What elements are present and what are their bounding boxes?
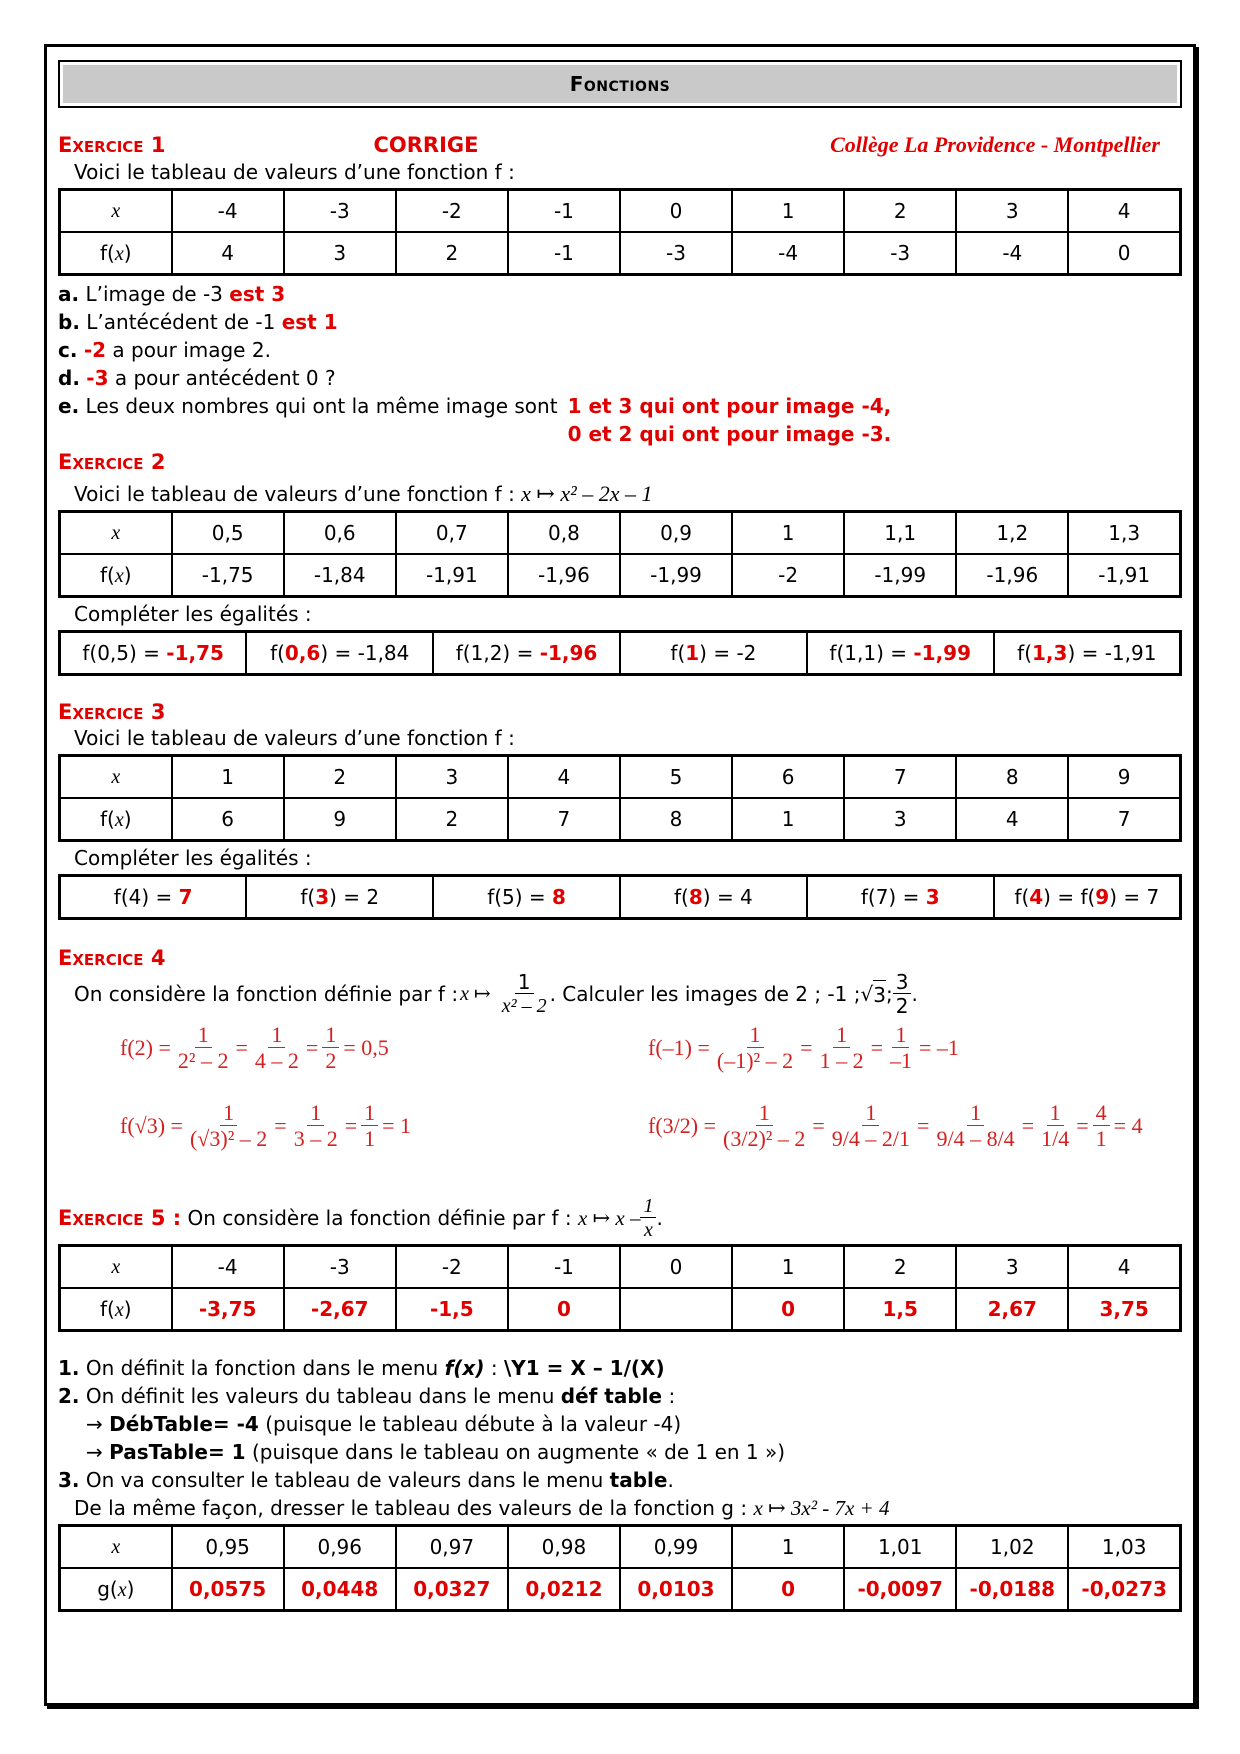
table-cell: 0,99 xyxy=(620,1526,732,1569)
table-cell: -3 xyxy=(284,1246,396,1289)
table-cell: 0 xyxy=(732,1288,844,1331)
table-cell: 8 xyxy=(956,756,1068,799)
table-row xyxy=(60,554,1181,597)
table-cell: -0,0097 xyxy=(844,1568,956,1611)
table-cell: 0 xyxy=(732,1568,844,1611)
table-cell: 2,67 xyxy=(956,1288,1068,1331)
table-cell: 9 xyxy=(1068,756,1180,799)
table-cell: -1,99 xyxy=(620,554,732,597)
table-cell: 1 xyxy=(732,190,844,233)
equality-cell: f(4) = 7 xyxy=(60,876,247,919)
table-row xyxy=(60,232,1181,275)
question-e: e. Les deux nombres qui ont la même image sont 1 et 3 qui ont pour image -4, 0 et 2 qui ont pour image -3. xyxy=(58,394,892,446)
table-cell: 5 xyxy=(620,756,732,799)
ex1-label: Exercice 1 xyxy=(58,133,166,157)
table-row xyxy=(60,756,1181,799)
table-cell: 6 xyxy=(732,756,844,799)
table-cell: 0 xyxy=(620,190,732,233)
equality-cell: f(1,2) = -1,96 xyxy=(433,632,620,675)
college-name: Collège La Providence - Montpellier xyxy=(830,132,1160,157)
table-cell: -0,0273 xyxy=(1068,1568,1180,1611)
ex4-intro: On considère la fonction définie par f : x ↦ $\frac{1}{\text{x² – 2}}$ . Calculer les images de 2 ; -1 ; √ 3 ; $\frac{3}{2}$ . xyxy=(74,970,918,1018)
table-cell: -1,91 xyxy=(396,554,508,597)
table-row xyxy=(60,1526,1181,1569)
table-cell: 1 xyxy=(732,512,844,555)
equality-cell: f(0,5) = -1,75 xyxy=(60,632,247,675)
table-cell: 0,0448 xyxy=(284,1568,396,1611)
table-cell: 6 xyxy=(172,798,284,841)
x-header: x xyxy=(60,1246,172,1289)
x-header: x xyxy=(60,512,172,555)
table-cell: 1 xyxy=(732,1526,844,1569)
x-header: x xyxy=(60,1526,172,1569)
gx-header: g(x) xyxy=(60,1568,172,1611)
table-cell: -1,75 xyxy=(172,554,284,597)
page-title: Fonctions xyxy=(569,72,671,96)
fx-header: f(x) xyxy=(60,1288,172,1331)
equality-cell: f(7) = 3 xyxy=(807,876,994,919)
table-cell: 3 xyxy=(284,232,396,275)
table-cell: -3 xyxy=(620,232,732,275)
table-row xyxy=(60,798,1181,841)
table-cell xyxy=(620,1288,732,1331)
table-cell: 0,0327 xyxy=(396,1568,508,1611)
table-cell: 1,2 xyxy=(956,512,1068,555)
table-cell: 0,6 xyxy=(284,512,396,555)
table-cell: 9 xyxy=(284,798,396,841)
table-cell: -3,75 xyxy=(172,1288,284,1331)
ex2-table xyxy=(58,510,1182,598)
ex3-label: Exercice 3 xyxy=(58,700,166,724)
table-cell: -1 xyxy=(508,1246,620,1289)
ex2-formula: x ↦ x² – 2x – 1 xyxy=(521,481,653,506)
table-cell: 3,75 xyxy=(1068,1288,1180,1331)
equality-cell: f(0,6) = -1,84 xyxy=(246,632,433,675)
fx-header: f(x) xyxy=(60,798,172,841)
solution-f-3-2: f(3/2) = $\frac{1}{\text{(3/2)² – 2}}$ = $\frac{1}{9/4 - 2/1}$ = $\frac{1}{9/4 - 8/4}$ = $\frac{1}{1/4}$ = $\frac{4}{1}$ = 4 xyxy=(648,1100,1143,1151)
table-cell: 7 xyxy=(508,798,620,841)
table-row xyxy=(60,1568,1181,1611)
question-b: b. L’antécédent de -1 est 1 xyxy=(58,310,338,334)
table-cell: -1,96 xyxy=(508,554,620,597)
equality-cell: f(1,3) = -1,91 xyxy=(994,632,1181,675)
table-cell: 2 xyxy=(396,232,508,275)
table-cell: 0 xyxy=(1068,232,1180,275)
table-cell: 1 xyxy=(732,798,844,841)
equality-cell: f(4) = f(9) = 7 xyxy=(994,876,1181,919)
fx-header: f(x) xyxy=(60,554,172,597)
question-d: d. -3 a pour antécédent 0 ? xyxy=(58,366,336,390)
table-cell: 2 xyxy=(844,1246,956,1289)
ex5-header: Exercice 5 : On considère la fonction définie par f : x ↦ x – $\frac{1}{x}$ . xyxy=(58,1195,663,1241)
table-cell: 0 xyxy=(508,1288,620,1331)
table-cell: 2 xyxy=(284,756,396,799)
g-table xyxy=(58,1524,1182,1612)
equality-cell: f(8) = 4 xyxy=(620,876,807,919)
table-cell: -1 xyxy=(508,232,620,275)
table-cell: -4 xyxy=(172,1246,284,1289)
title-bar xyxy=(58,60,1182,108)
table-cell: 0,7 xyxy=(396,512,508,555)
table-cell: 3 xyxy=(956,1246,1068,1289)
g-intro: De la même façon, dresser le tableau des valeurs de la fonction g : x ↦ 3x² - 7x + 4 xyxy=(74,1496,890,1520)
table-row xyxy=(60,1246,1181,1289)
table-row xyxy=(60,190,1181,233)
step-1: 1. On définit la fonction dans le menu f(x) : \Y1 = X – 1/(X) xyxy=(58,1356,665,1380)
ex1-header xyxy=(58,132,1182,158)
ex2-intro: Voici le tableau de valeurs d’une fonction f : x ↦ x² – 2x – 1 xyxy=(74,481,653,506)
table-cell: 3 xyxy=(956,190,1068,233)
table-cell: -4 xyxy=(172,190,284,233)
table-cell: 4 xyxy=(956,798,1068,841)
ex1-table xyxy=(58,188,1182,276)
equality-cell: f(1,1) = -1,99 xyxy=(807,632,994,675)
table-cell: 7 xyxy=(844,756,956,799)
table-cell: -3 xyxy=(844,232,956,275)
table-cell: 1 xyxy=(732,1246,844,1289)
table-cell: -0,0188 xyxy=(956,1568,1068,1611)
x-header: x xyxy=(60,190,172,233)
table-cell: -1,84 xyxy=(284,554,396,597)
ex4-label: Exercice 4 xyxy=(58,946,166,970)
solution-f-minus1: f(–1) = $\frac{1}{\text{(–1)² – 2}}$ = $\frac{1}{1 - 2}$ = $\frac{1}{-1}$ = –1 xyxy=(648,1022,959,1073)
table-cell: 3 xyxy=(396,756,508,799)
table-cell: 0,96 xyxy=(284,1526,396,1569)
x-header: x xyxy=(60,756,172,799)
table-cell: -2 xyxy=(396,1246,508,1289)
table-cell: -4 xyxy=(956,232,1068,275)
table-cell: 0,5 xyxy=(172,512,284,555)
ex3-equalities xyxy=(58,874,1182,920)
ex5-label: Exercice 5 : xyxy=(58,1206,182,1230)
step-3: 3. On va consulter le tableau de valeurs dans le menu table. xyxy=(58,1468,674,1492)
question-a: a. L’image de -3 est 3 xyxy=(58,282,286,306)
table-cell: -3 xyxy=(284,190,396,233)
ex5-table xyxy=(58,1244,1182,1332)
worksheet xyxy=(58,60,1182,1612)
ex3-table xyxy=(58,754,1182,842)
table-cell: -2 xyxy=(732,554,844,597)
table-cell: 0,9 xyxy=(620,512,732,555)
table-cell: 0,95 xyxy=(172,1526,284,1569)
table-cell: 4 xyxy=(1068,190,1180,233)
table-row xyxy=(60,512,1181,555)
equality-cell: f(5) = 8 xyxy=(433,876,620,919)
table-cell: 0 xyxy=(620,1246,732,1289)
corrige-label: CORRIGE xyxy=(373,133,479,157)
table-cell: 0,8 xyxy=(508,512,620,555)
equality-cell: f(1) = -2 xyxy=(620,632,807,675)
table-cell: 1,3 xyxy=(1068,512,1180,555)
table-cell: 4 xyxy=(172,232,284,275)
ex3-complete: Compléter les égalités : xyxy=(74,846,312,870)
table-cell: -2 xyxy=(396,190,508,233)
table-cell: -1,96 xyxy=(956,554,1068,597)
table-cell: 0,0575 xyxy=(172,1568,284,1611)
solution-f-2: f(2) = $\frac{1}{\text{2² – 2}}$ = $\frac{1}{4 - 2}$ = $\frac{1}{2}$ = 0,5 xyxy=(120,1022,389,1073)
ex2-complete: Compléter les égalités : xyxy=(74,602,312,626)
table-row xyxy=(60,1288,1181,1331)
table-cell: 2 xyxy=(396,798,508,841)
step-2: 2. On définit les valeurs du tableau dans le menu déf table : xyxy=(58,1384,676,1408)
step-2a: → DébTable= -4 (puisque le tableau débute à la valeur -4) xyxy=(86,1412,682,1436)
table-cell: 1,01 xyxy=(844,1526,956,1569)
equality-cell: f(3) = 2 xyxy=(246,876,433,919)
table-cell: -4 xyxy=(732,232,844,275)
fx-header: f(x) xyxy=(60,232,172,275)
table-cell: 0,0212 xyxy=(508,1568,620,1611)
table-cell: 2 xyxy=(844,190,956,233)
table-cell: 3 xyxy=(844,798,956,841)
question-c: c. -2 a pour image 2. xyxy=(58,338,271,362)
ex2-label: Exercice 2 xyxy=(58,450,166,474)
table-cell: 0,97 xyxy=(396,1526,508,1569)
table-cell: 7 xyxy=(1068,798,1180,841)
table-cell: 4 xyxy=(508,756,620,799)
ex3-intro: Voici le tableau de valeurs d’une fonction f : xyxy=(74,726,515,750)
table-cell: 1,02 xyxy=(956,1526,1068,1569)
ex1-intro: Voici le tableau de valeurs d’une fonction f : xyxy=(74,160,515,184)
table-cell: -1,91 xyxy=(1068,554,1180,597)
table-cell: 1,5 xyxy=(844,1288,956,1331)
table-cell: 8 xyxy=(620,798,732,841)
table-cell: 0,98 xyxy=(508,1526,620,1569)
ex2-equalities xyxy=(58,630,1182,676)
table-cell: -1 xyxy=(508,190,620,233)
table-cell: 1,1 xyxy=(844,512,956,555)
table-cell: 1 xyxy=(172,756,284,799)
table-cell: -2,67 xyxy=(284,1288,396,1331)
solution-f-sqrt3: f(√3) = $\frac{1}{\text{(√3)² – 2}}$ = $\frac{1}{3 - 2}$ = $\frac{1}{1}$ = 1 xyxy=(120,1100,412,1151)
table-cell: -1,99 xyxy=(844,554,956,597)
table-cell: -1,5 xyxy=(396,1288,508,1331)
table-cell: 1,03 xyxy=(1068,1526,1180,1569)
table-cell: 4 xyxy=(1068,1246,1180,1289)
step-2b: → PasTable= 1 (puisque dans le tableau on augmente « de 1 en 1 ») xyxy=(86,1440,786,1464)
ex4-solutions xyxy=(58,1024,1182,1192)
table-cell: 0,0103 xyxy=(620,1568,732,1611)
